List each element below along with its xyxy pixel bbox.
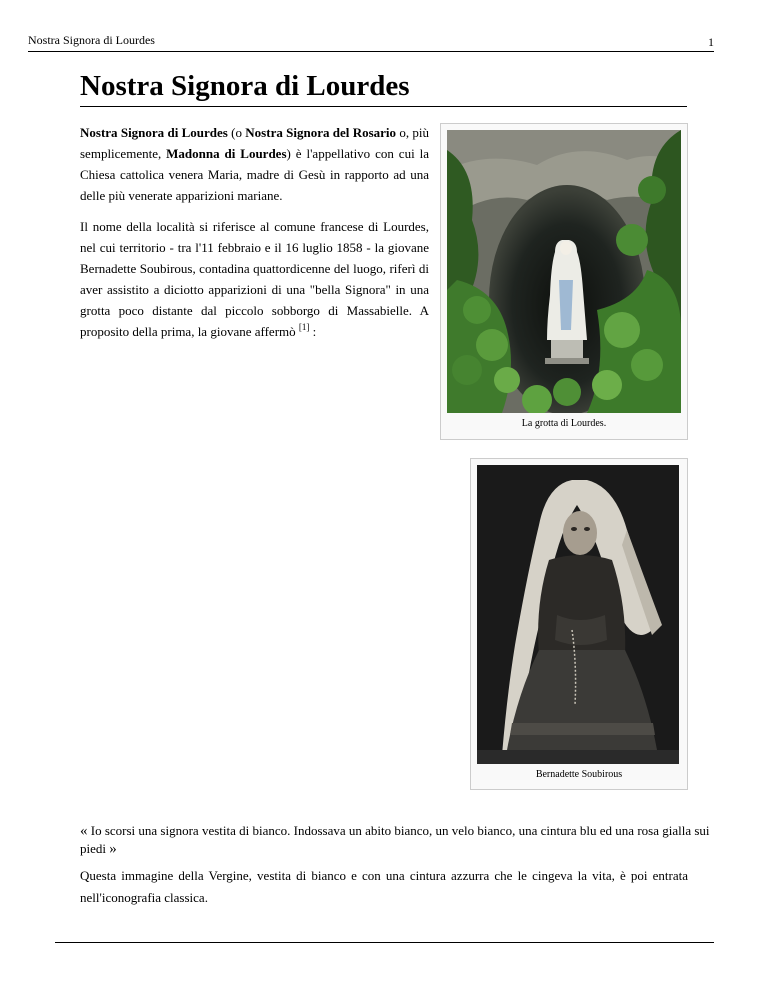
page-number: 1 [708, 35, 714, 49]
header-rule [28, 51, 714, 52]
reference-link[interactable]: [1] [298, 322, 310, 332]
intro-bold-term: Nostra Signora di Lourdes [80, 125, 228, 140]
footer-rule [55, 942, 714, 943]
quote-open-mark: « [80, 823, 88, 839]
article-title: Nostra Signora di Lourdes [80, 70, 410, 102]
intro-bold-alt-name: Nostra Signora del Rosario [245, 125, 397, 140]
iconography-paragraph: Questa immagine della Vergine, vestita di bianco e con una cintura azzurra che le cingeva la vita, è poi entrata nell'iconografia classica. [80, 868, 688, 905]
figure-grotto [440, 123, 688, 440]
figure-bernadette [470, 458, 688, 790]
grotto-caption: La grotta di Lourdes. [521, 418, 607, 429]
quotation [80, 822, 720, 858]
grotto-image[interactable] [447, 130, 681, 413]
intro-paragraph: Nostra Signora di Lourdes (o Nostra Signora del Rosario o, più semplicemente, Madonna di Lourdes) è l'appellativo con cui la Chiesa cattolica venera Maria, madre di Gesù in rapporto ad una delle più venerate apparizioni mariane. [80, 125, 429, 203]
bernadette-caption: Bernadette Soubirous [535, 769, 623, 780]
running-header [28, 33, 714, 48]
article-body [80, 122, 429, 352]
quote-close-mark: » [109, 841, 117, 857]
history-paragraph: Il nome della località si riferisce al comune francese di Lourdes, nel cui territorio - tra l'11 febbraio e il 16 luglio 1858 - la giovane Bernadette Soubirous, contadina quattordicenne del luogo, riferì di aver assistito a diciotto apparizioni di una "bella Signora" in una grotta poco distante dal piccolo sobborgo di Massabielle. A proposito della prima, la giovane affermò [1] : [80, 219, 429, 339]
bernadette-image[interactable] [477, 465, 679, 764]
quote-text: Io scorsi una signora vestita di bianco. Indossava un abito bianco, un velo bianco, una cintura blu ed una rosa gialla sui piedi [80, 823, 710, 856]
intro-bold-short-name: Madonna di Lourdes [166, 146, 287, 161]
title-rule [80, 106, 687, 107]
running-header-title: Nostra Signora di Lourdes [28, 33, 155, 47]
